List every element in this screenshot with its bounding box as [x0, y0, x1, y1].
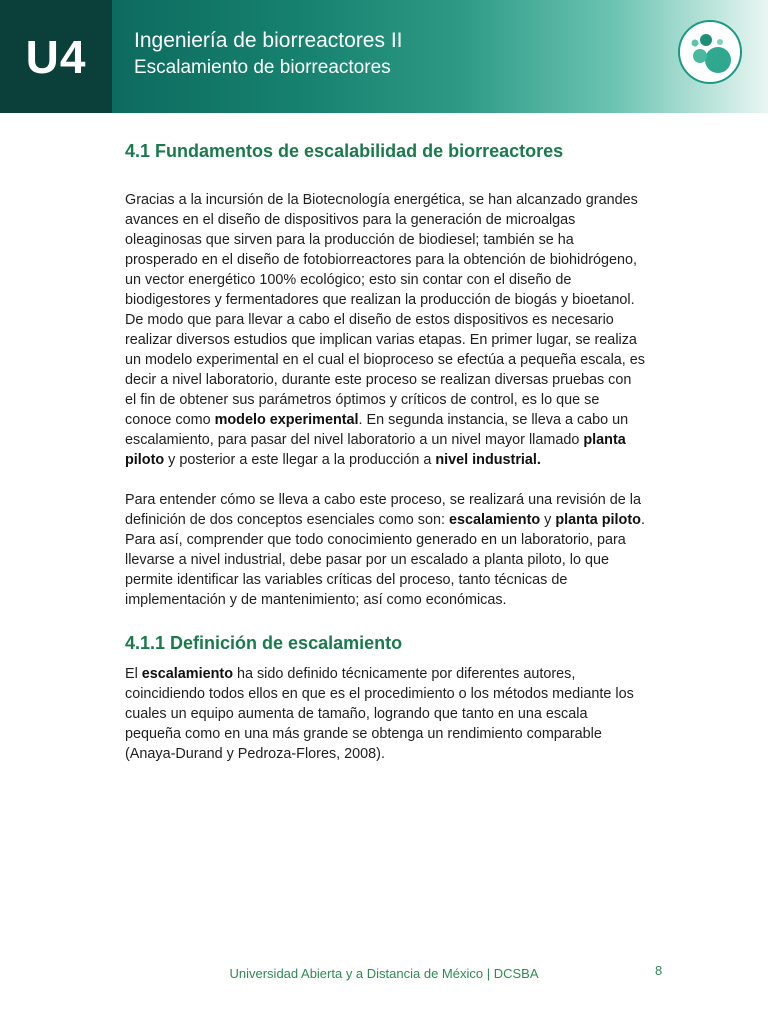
section-heading: 4.1 Fundamentos de escalabilidad de biorreactores — [125, 141, 564, 161]
paragraph-3-text-b: ha sido definido técnicamente por diferentes autores, coincidiendo todos ellos en que es el procedimiento o los métodos mediante los cuales un equipo aumenta de tamaño, logrando que tanto en una escala pequeña como en una más grande se obtenga un rendimiento comparable (Anaya-Durand y Pedroza-Flores, 2008). — [125, 666, 634, 762]
unit-badge — [0, 0, 112, 113]
unit-subtitle: Escalamiento de biorreactores — [134, 57, 391, 78]
course-title: Ingeniería de biorreactores II — [134, 29, 403, 52]
paragraph-1-text-b: . En segunda instancia, se lleva a cabo un escalamiento, para pasar del nivel laboratorio a un nivel mayor llamado — [125, 412, 629, 448]
paragraph-3-text-a: El — [125, 666, 142, 682]
paragraph-2-text-c: . Para así, comprender que todo conocimiento generado en un laboratorio, para llevarse a nivel industrial, debe pasar por un escalado a planta piloto, lo que permite identificar las variables críticas del proceso, tanto técnicas de implementación y de mantenimiento; así como económicas. — [125, 512, 645, 608]
term-planta-piloto-2: planta piloto — [555, 512, 641, 528]
paragraph-2-text-b: y — [540, 512, 556, 528]
term-escalamiento-def: escalamiento — [141, 666, 233, 682]
paragraph-2 — [125, 490, 645, 610]
main-content — [125, 138, 645, 784]
molecule-logo-icon — [676, 18, 744, 86]
unit-label: U4 — [25, 30, 87, 83]
term-nivel-industrial: nivel industrial. — [435, 452, 541, 468]
term-planta-piloto: planta piloto — [125, 432, 626, 468]
subsection-heading: 4.1.1 Definición de escalamiento — [125, 633, 403, 653]
paragraph-3 — [125, 664, 645, 764]
paragraph-2-text-a: Para entender cómo se lleva a cabo este proceso, se realizará una revisión de la definición de dos conceptos esenciales como son: — [125, 492, 641, 528]
page-header — [0, 0, 768, 113]
paragraph-1 — [125, 190, 645, 470]
term-modelo-experimental: modelo experimental — [214, 412, 359, 428]
footer-institution: Universidad Abierta y a Distancia de México | DCSBA — [229, 966, 539, 981]
paragraph-1-text-a: Gracias a la incursión de la Biotecnología energética, se han alcanzado grandes avances en el diseño de dispositivos para la generación de microalgas oleaginosas que sirven para la producción de biodiesel; también se ha prosperado en el diseño de fotobiorreactores para la obtención de biohidrógeno, un vector energético 100% ecológico; esto sin contar con el diseño de biodigestores y fermentadores que realizan la producción de biogás y bioetanol. De modo que para llevar a cabo el diseño de estos dispositivos es necesario realizar diversos estudios que implican varias etapas. En primer lugar, se realiza un modelo experimental en el cual el bioproceso se efectúa a pequeña escala, es decir a nivel laboratorio, durante este proceso se realizan diversas pruebas con el fin de obtener sus parámetros óptimos y críticos de control, es lo que se conoce como — [125, 192, 646, 428]
page-number: 8 — [655, 963, 663, 978]
term-escalamiento: escalamiento — [449, 512, 541, 528]
paragraph-1-text-c: y posterior a este llegar a la producción a — [164, 452, 436, 468]
